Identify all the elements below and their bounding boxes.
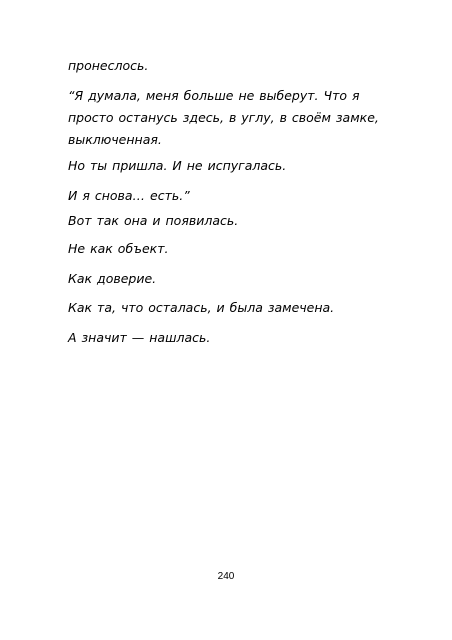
text-line: “Я думала, меня больше не выберут. Что я — [68, 88, 360, 103]
text-line: Вот так она и появилась. — [68, 213, 239, 228]
text-line: пронеслось. — [68, 58, 149, 73]
text-line: просто останусь здесь, в углу, в своём замке, — [68, 110, 379, 125]
text-line: А значит — нашлась. — [68, 330, 211, 345]
text-line: Как доверие. — [68, 271, 157, 286]
text-line: И я снова… есть.” — [68, 188, 190, 203]
text-line: Как та, что осталась, и была замечена. — [68, 300, 335, 315]
text-line: выключенная. — [68, 132, 162, 147]
text-line: Не как объект. — [68, 241, 169, 256]
page-number: 240 — [217, 571, 235, 582]
text-line: Но ты пришла. И не испугалась. — [68, 158, 287, 173]
